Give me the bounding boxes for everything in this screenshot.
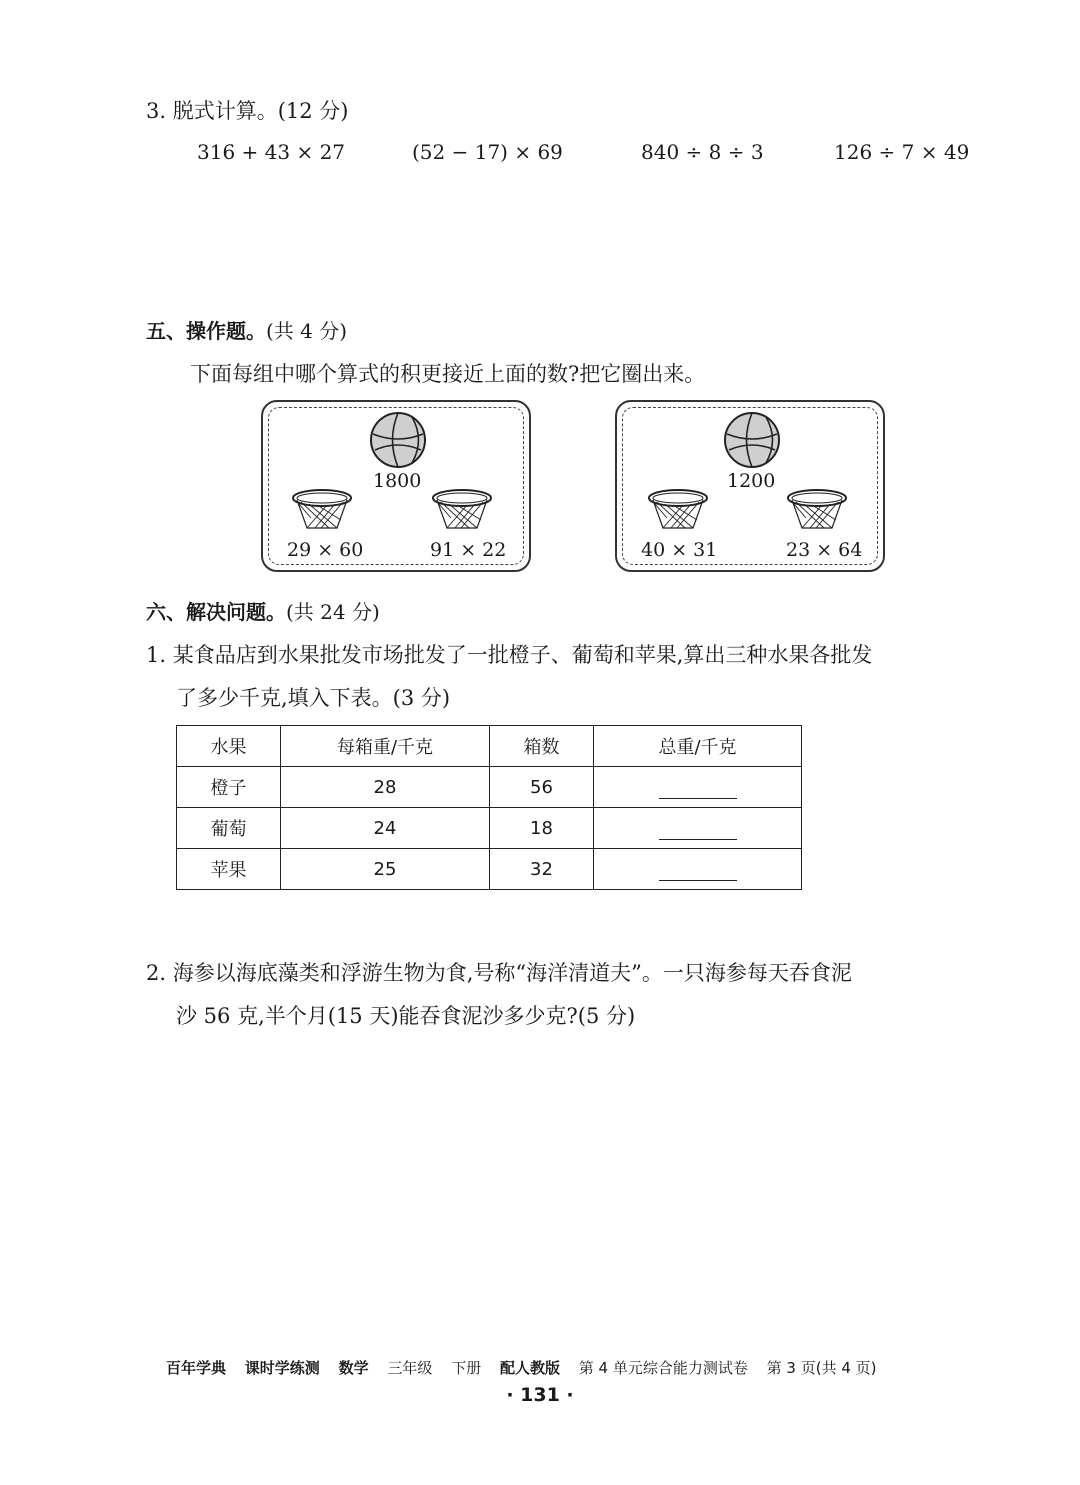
target-number: 1800 [373,470,422,492]
option-left[interactable]: 29 × 60 [287,539,364,561]
section-6-points: (共 24 分) [286,600,380,624]
footer-subject: 数学 [338,1359,369,1377]
footer-edition: 配人教版 [499,1359,560,1377]
section-5-points: (共 4 分) [266,319,348,343]
footer-volume: 下册 [451,1359,482,1377]
option-right[interactable]: 91 × 22 [430,539,507,561]
box-count: 56 [490,767,594,808]
table-row [177,808,802,849]
header-fruit: 水果 [177,726,281,767]
estimation-card-1 [261,400,531,572]
problem-2-line-1: 2. 海参以海底藻类和浮游生物为食,号称“海洋清道夫”。一只海参每天吞食泥 [146,961,852,985]
expression-1: 316 + 43 × 27 [197,140,346,164]
expression-4: 126 ÷ 7 × 49 [834,140,970,164]
header-box-count: 箱数 [490,726,594,767]
target-number: 1200 [727,470,776,492]
section-5-title: 五、操作题。 [146,319,266,343]
basketball-hoop-icon [291,488,353,536]
expression-3: 840 ÷ 8 ÷ 3 [641,140,764,164]
table-row [177,767,802,808]
section-6-title: 六、解决问题。 [146,600,286,624]
weight-per-box: 28 [281,767,490,808]
weight-per-box: 25 [281,849,490,890]
fruit-table [176,725,802,890]
page-number: · 131 · [506,1384,574,1406]
estimation-card-2 [615,400,885,572]
total-weight-cell[interactable] [594,849,802,890]
footer-grade: 三年级 [387,1359,433,1377]
total-weight-cell[interactable] [594,808,802,849]
footer-series: 课时学练测 [244,1359,320,1377]
fruit-name: 苹果 [177,849,281,890]
basketball-hoop-icon [647,488,709,536]
box-count: 32 [490,849,594,890]
weight-per-box: 24 [281,808,490,849]
basketball-hoop-icon [786,488,848,536]
answer-blank[interactable] [659,817,737,840]
table-row [177,849,802,890]
question-3-title: 3. 脱式计算。(12 分) [146,99,349,123]
option-left[interactable]: 40 × 31 [641,539,718,561]
total-weight-cell[interactable] [594,767,802,808]
answer-blank[interactable] [659,858,737,881]
expression-2: (52 − 17) × 69 [412,140,563,164]
basketball-icon [721,410,783,470]
section-5-heading [146,315,347,344]
fruit-name: 橙子 [177,767,281,808]
problem-2-line-2: 沙 56 克,半个月(15 天)能吞食泥沙多少克?(5 分) [176,1004,636,1028]
problem-1-line-1: 1. 某食品店到水果批发市场批发了一批橙子、葡萄和苹果,算出三种水果各批发 [146,643,873,667]
section-5-instruction: 下面每组中哪个算式的积更接近上面的数?把它圈出来。 [190,362,706,386]
basketball-hoop-icon [431,488,493,536]
option-right[interactable]: 23 × 64 [786,539,863,561]
basketball-icon [367,410,429,470]
answer-blank[interactable] [659,776,737,799]
footer-test-name: 第 4 单元综合能力测试卷 [578,1359,748,1377]
header-weight-per-box: 每箱重/千克 [281,726,490,767]
header-total-weight: 总重/千克 [594,726,802,767]
box-count: 18 [490,808,594,849]
section-6-heading [146,596,380,625]
fruit-name: 葡萄 [177,808,281,849]
footer-brand: 百年学典 [166,1359,227,1377]
footer-page-info: 第 3 页(共 4 页) [766,1359,877,1377]
table-header-row [177,726,802,767]
page-footer [166,1357,891,1378]
problem-1-line-2: 了多少千克,填入下表。(3 分) [176,686,451,710]
